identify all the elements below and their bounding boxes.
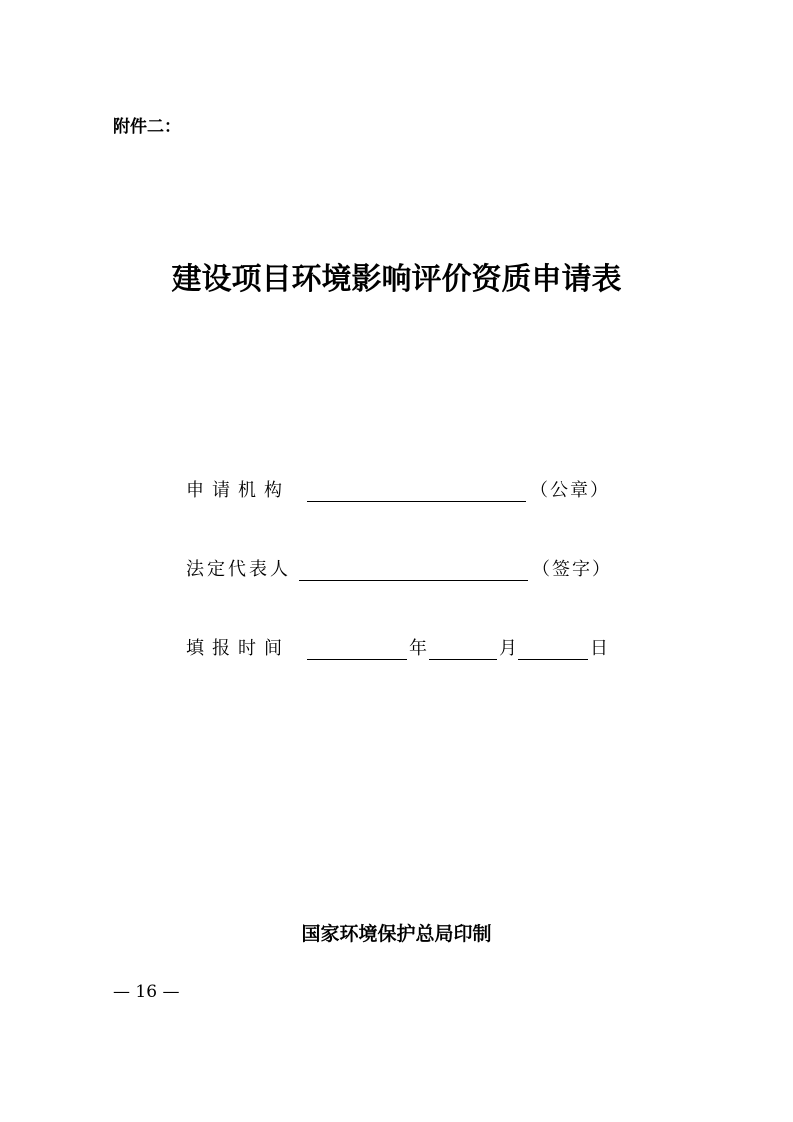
- date-label: 填报时间: [186, 638, 290, 659]
- year-unit: 年: [409, 638, 427, 659]
- attachment-label: 附件二：: [113, 117, 181, 137]
- legal-rep-row: [186, 557, 612, 583]
- legal-rep-blank-line[interactable]: [299, 580, 528, 581]
- applicant-label: 申请机构: [186, 480, 290, 501]
- publisher-line: 国家环境保护总局印制: [301, 923, 492, 945]
- applicant-row: [186, 478, 610, 504]
- legal-rep-signature-note: （签字）: [532, 559, 612, 580]
- day-blank-line[interactable]: [518, 659, 588, 660]
- year-blank-line[interactable]: [307, 659, 407, 660]
- applicant-blank-line[interactable]: [307, 501, 526, 502]
- month-unit: 月: [499, 638, 517, 659]
- month-blank-line[interactable]: [429, 659, 497, 660]
- day-unit: 日: [590, 638, 608, 659]
- document-title: 建设项目环境影响评价资质申请表: [171, 262, 622, 297]
- legal-rep-label: 法定代表人: [186, 559, 291, 580]
- applicant-seal-note: （公章）: [530, 480, 610, 501]
- page-number: — 16 —: [113, 982, 180, 1002]
- date-row: [186, 636, 606, 662]
